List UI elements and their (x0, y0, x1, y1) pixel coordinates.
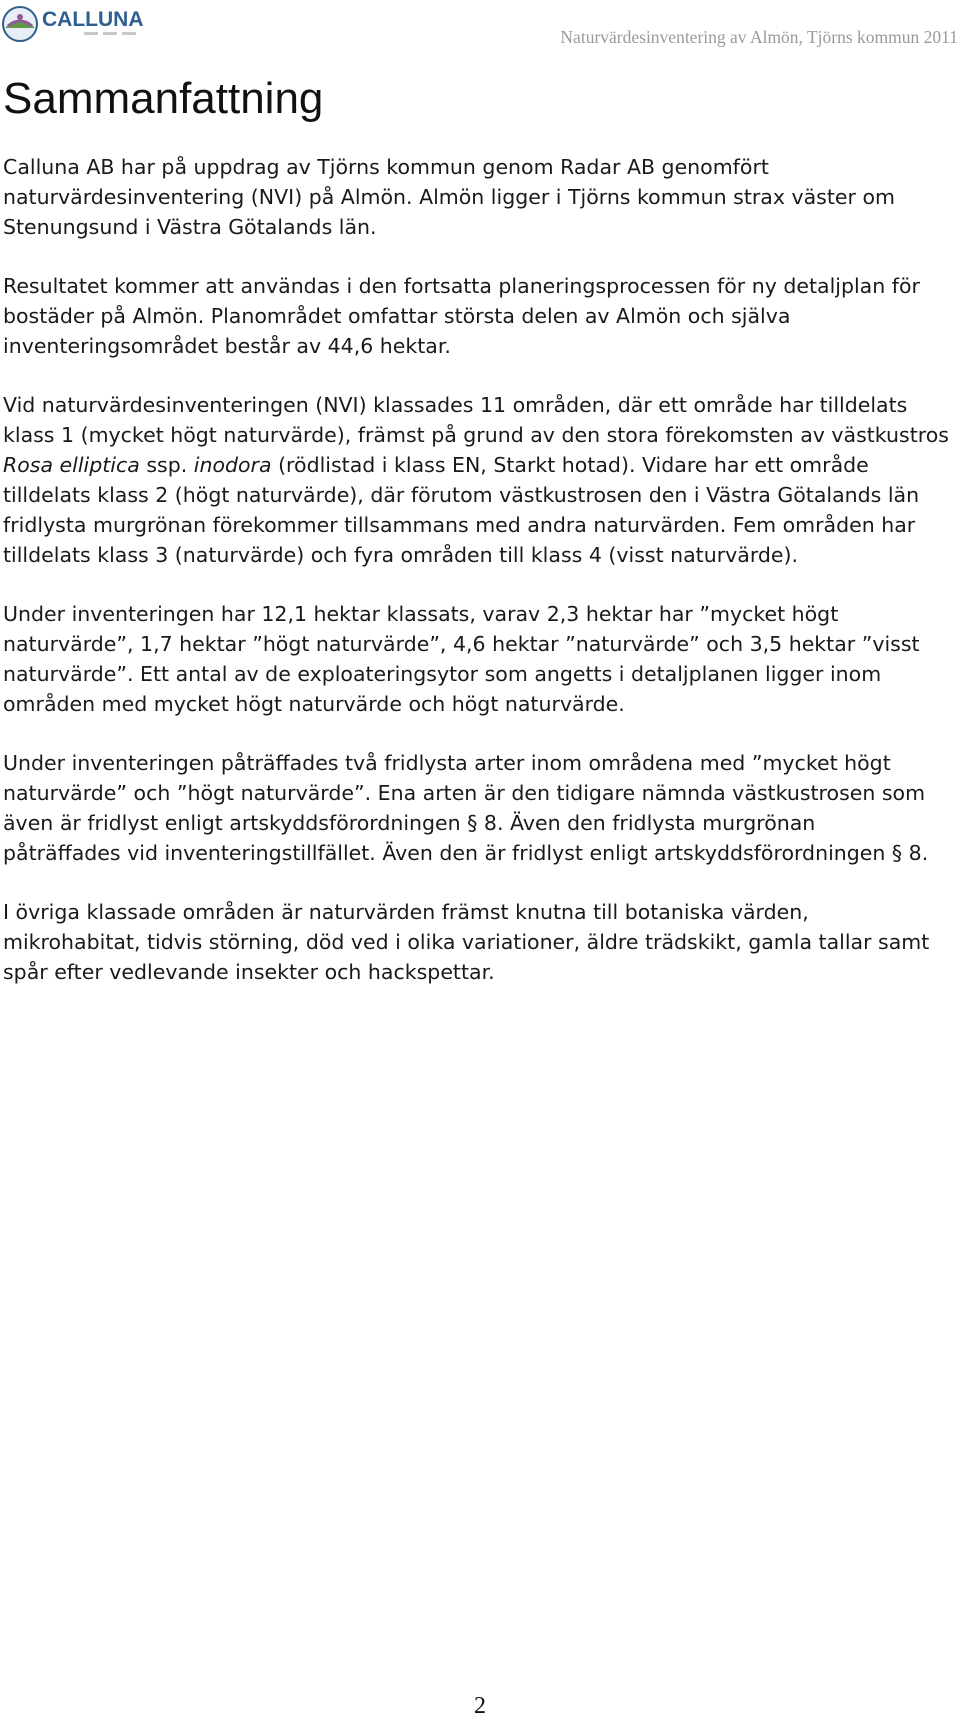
text-line: även är fridlyst enligt artskyddsförordningen § 8. Även den fridlysta murgrönan (3, 811, 816, 835)
text-line: inventeringsområdet består av 44,6 hektar. (3, 334, 451, 358)
species-line-rest: (rödlistad i klass EN, Starkt hotad). Vidare har ett område (271, 453, 869, 477)
calluna-logo (0, 2, 150, 46)
text-line: områden med mycket högt naturvärde och högt naturvärde. (3, 692, 625, 716)
document-header-title: Naturvärdesinventering av Almön, Tjörns kommun 2011 (560, 27, 958, 47)
paragraph-intro (3, 152, 958, 242)
text-line: Under inventeringen har 12,1 hektar klassats, varav 2,3 hektar har ”mycket högt (3, 602, 839, 626)
paragraph-other-values (3, 897, 958, 987)
text-line: tilldelats klass 2 (högt naturvärde), där förutom västkustrosen den i Västra Götalands län (3, 483, 920, 507)
text-line: I övriga klassade områden är naturvärden främst knutna till botaniska värden, (3, 900, 809, 924)
text-line: spår efter vedlevande insekter och hackspettar. (3, 960, 495, 984)
text-line: påträffades vid inventeringstillfället. Även den är fridlyst enligt artskyddsförordningen § 8. (3, 841, 929, 865)
text-line: fridlysta murgrönan förekommer tillsammans med andra naturvärden. Fem områden har (3, 513, 916, 537)
text-line: naturvärde”. Ett antal av de exploateringsytor som angetts i detaljplanen ligger inom (3, 662, 882, 686)
species-ssp-label: ssp. (139, 453, 194, 477)
page-number: 2 (474, 1693, 486, 1719)
text-line: bostäder på Almön. Planområdet omfattar största delen av Almön och själva (3, 304, 791, 328)
text-line: Calluna AB har på uppdrag av Tjörns kommun genom Radar AB genomfört (3, 155, 769, 179)
species-subspecies: inodora (193, 453, 272, 477)
text-line: Resultatet kommer att användas i den fortsatta planeringsprocessen för ny detaljplan för (3, 274, 920, 298)
page-title: Sammanfattning (3, 74, 324, 123)
summary-body (3, 152, 958, 1016)
paragraph-purpose (3, 271, 958, 361)
paragraph-protected-species (3, 748, 958, 868)
text-line: klass 1 (mycket högt naturvärde), främst på grund av den stora förekomsten av västkustros (3, 423, 949, 447)
logo-text: CALLUNA (42, 8, 144, 31)
text-line: Stenungsund i Västra Götalands län. (3, 215, 377, 239)
text-line: naturvärde”, 1,7 hektar ”högt naturvärde”, 4,6 hektar ”naturvärde” och 3,5 hektar ”visst (3, 632, 920, 656)
text-line: Vid naturvärdesinventeringen (NVI) klassades 11 områden, där ett område har tilldelats (3, 393, 908, 417)
text-line: naturvärde” och ”högt naturvärde”. Ena arten är den tidigare nämnda västkustrosen som (3, 781, 926, 805)
species-genus: Rosa elliptica (3, 453, 140, 477)
paragraph-areas (3, 599, 958, 719)
text-line: naturvärdesinventering (NVI) på Almön. Almön ligger i Tjörns kommun strax väster om (3, 185, 895, 209)
text-line: tilldelats klass 3 (naturvärde) och fyra områden till klass 4 (visst naturvärde). (3, 543, 799, 567)
text-line: Under inventeringen påträffades två fridlysta arter inom områdena med ”mycket högt (3, 751, 891, 775)
species-line (3, 450, 958, 480)
paragraph-classification (3, 390, 958, 570)
text-line: mikrohabitat, tidvis störning, död ved i olika variationer, äldre trädskikt, gamla tallar samt (3, 930, 930, 954)
